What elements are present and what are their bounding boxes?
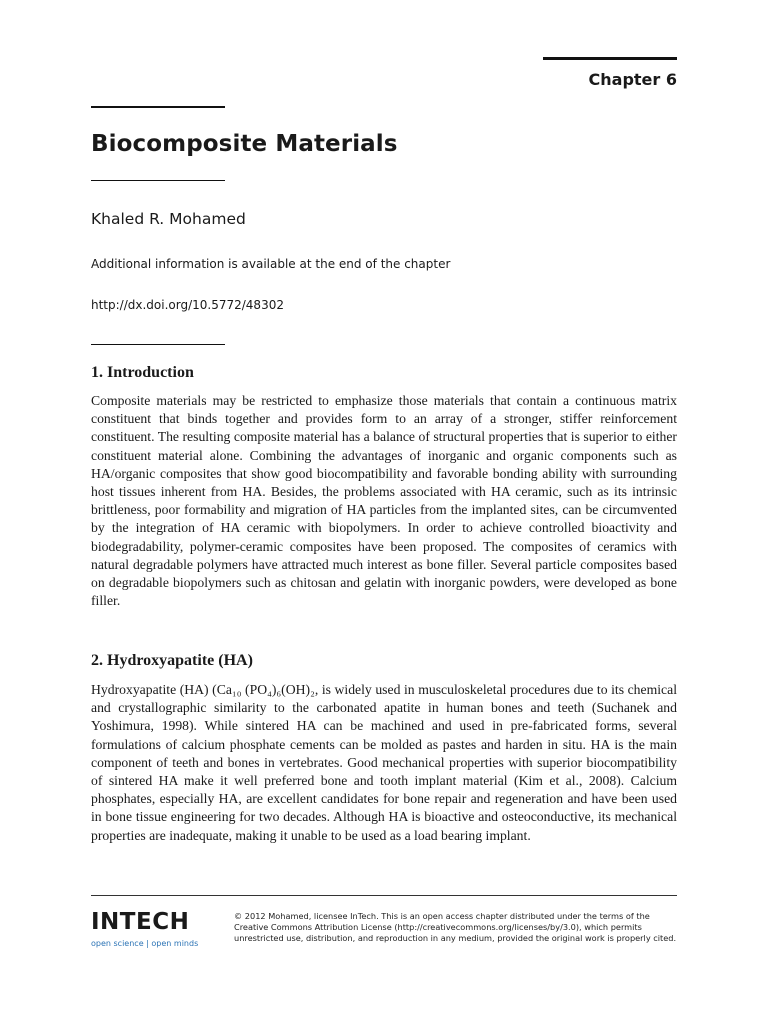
section-heading-hydroxyapatite: 2. Hydroxyapatite (HA) xyxy=(91,652,253,669)
license-text: © 2012 Mohamed, licensee InTech. This is an open access chapter distributed under the terms of the Creative Commons Attribution License (http://creativecommons.org/licenses/by/3.0), which permits unrestricted use, distribution, and reproduction in any medium, provided the original work is properly cited. xyxy=(234,911,677,943)
doi-link[interactable]: http://dx.doi.org/10.5772/48302 xyxy=(91,298,284,312)
section-body-hydroxyapatite: Hydroxyapatite (HA) (Ca₁₀ (PO₄)₆(OH)₂, is widely used in musculoskeletal procedures due to its chemical and crystallographic similarity to the carbonated apatite in human bones and teeth (Suchanek and Yoshimura, 1998). While sintered HA can be machined and used in pre-fabricated forms, several formulations of calcium phosphate cements can be molded as pastes and harden in situ. HA is the main component of teeth and bones in vertebrates. Good mechanical properties with superior biocompatibility of sintered HA make it well preferred bone and tooth implant material (Kim et al., 2008). Calcium phosphates, especially HA, are excellent candidates for bone repair and regeneration and have been used in bone tissue engineering for two decades. Although HA is bioactive and osteoconductive, its mechanical properties are inadequate, making it unable to be used as a load bearing implant. xyxy=(91,682,677,843)
publisher-tagline: open science | open minds xyxy=(91,939,199,948)
additional-info: Additional information is available at the end of the chapter xyxy=(91,257,451,271)
author-name: Khaled R. Mohamed xyxy=(91,210,246,228)
title-rule-top xyxy=(91,106,225,108)
doi-rule xyxy=(91,344,225,345)
title-rule-bottom xyxy=(91,180,225,181)
section-body-introduction: Composite materials may be restricted to emphasize those materials that contain a continuous matrix constituent that binds together and provides form to an array of a stronger, stiffer reinforcement constituent. The resulting composite material has a balance of structural properties that is superior to either constituent material alone. Combining the advantages of inorganic and organic components such as HA/organic composites that show good biocompatibility and favorable bonding ability with surrounding host tissues inherent from HA. Besides, the problems associated with HA ceramic, such as its intrinsic brittleness, poor formability and migration of HA particles from the implanted sites, can be circumvented by the integration of HA ceramic with biopolymers. In order to achieve controlled bioactivity and biodegradability, polymer-ceramic composites have been proposed. The composites of ceramics with natural degradable polymers have attracted much interest as bone filler. Several particle composites based on degradable biopolymers such as chitosan and gelatin with inorganic powders, were developed as bone filler. xyxy=(91,393,677,609)
footer-rule xyxy=(91,895,677,896)
section-heading-introduction: 1. Introduction xyxy=(91,364,194,381)
chapter-label: Chapter 6 xyxy=(588,70,677,89)
page-title: Biocomposite Materials xyxy=(91,131,398,157)
chapter-rule xyxy=(543,57,677,60)
publisher-logo: INTECH xyxy=(91,909,190,935)
